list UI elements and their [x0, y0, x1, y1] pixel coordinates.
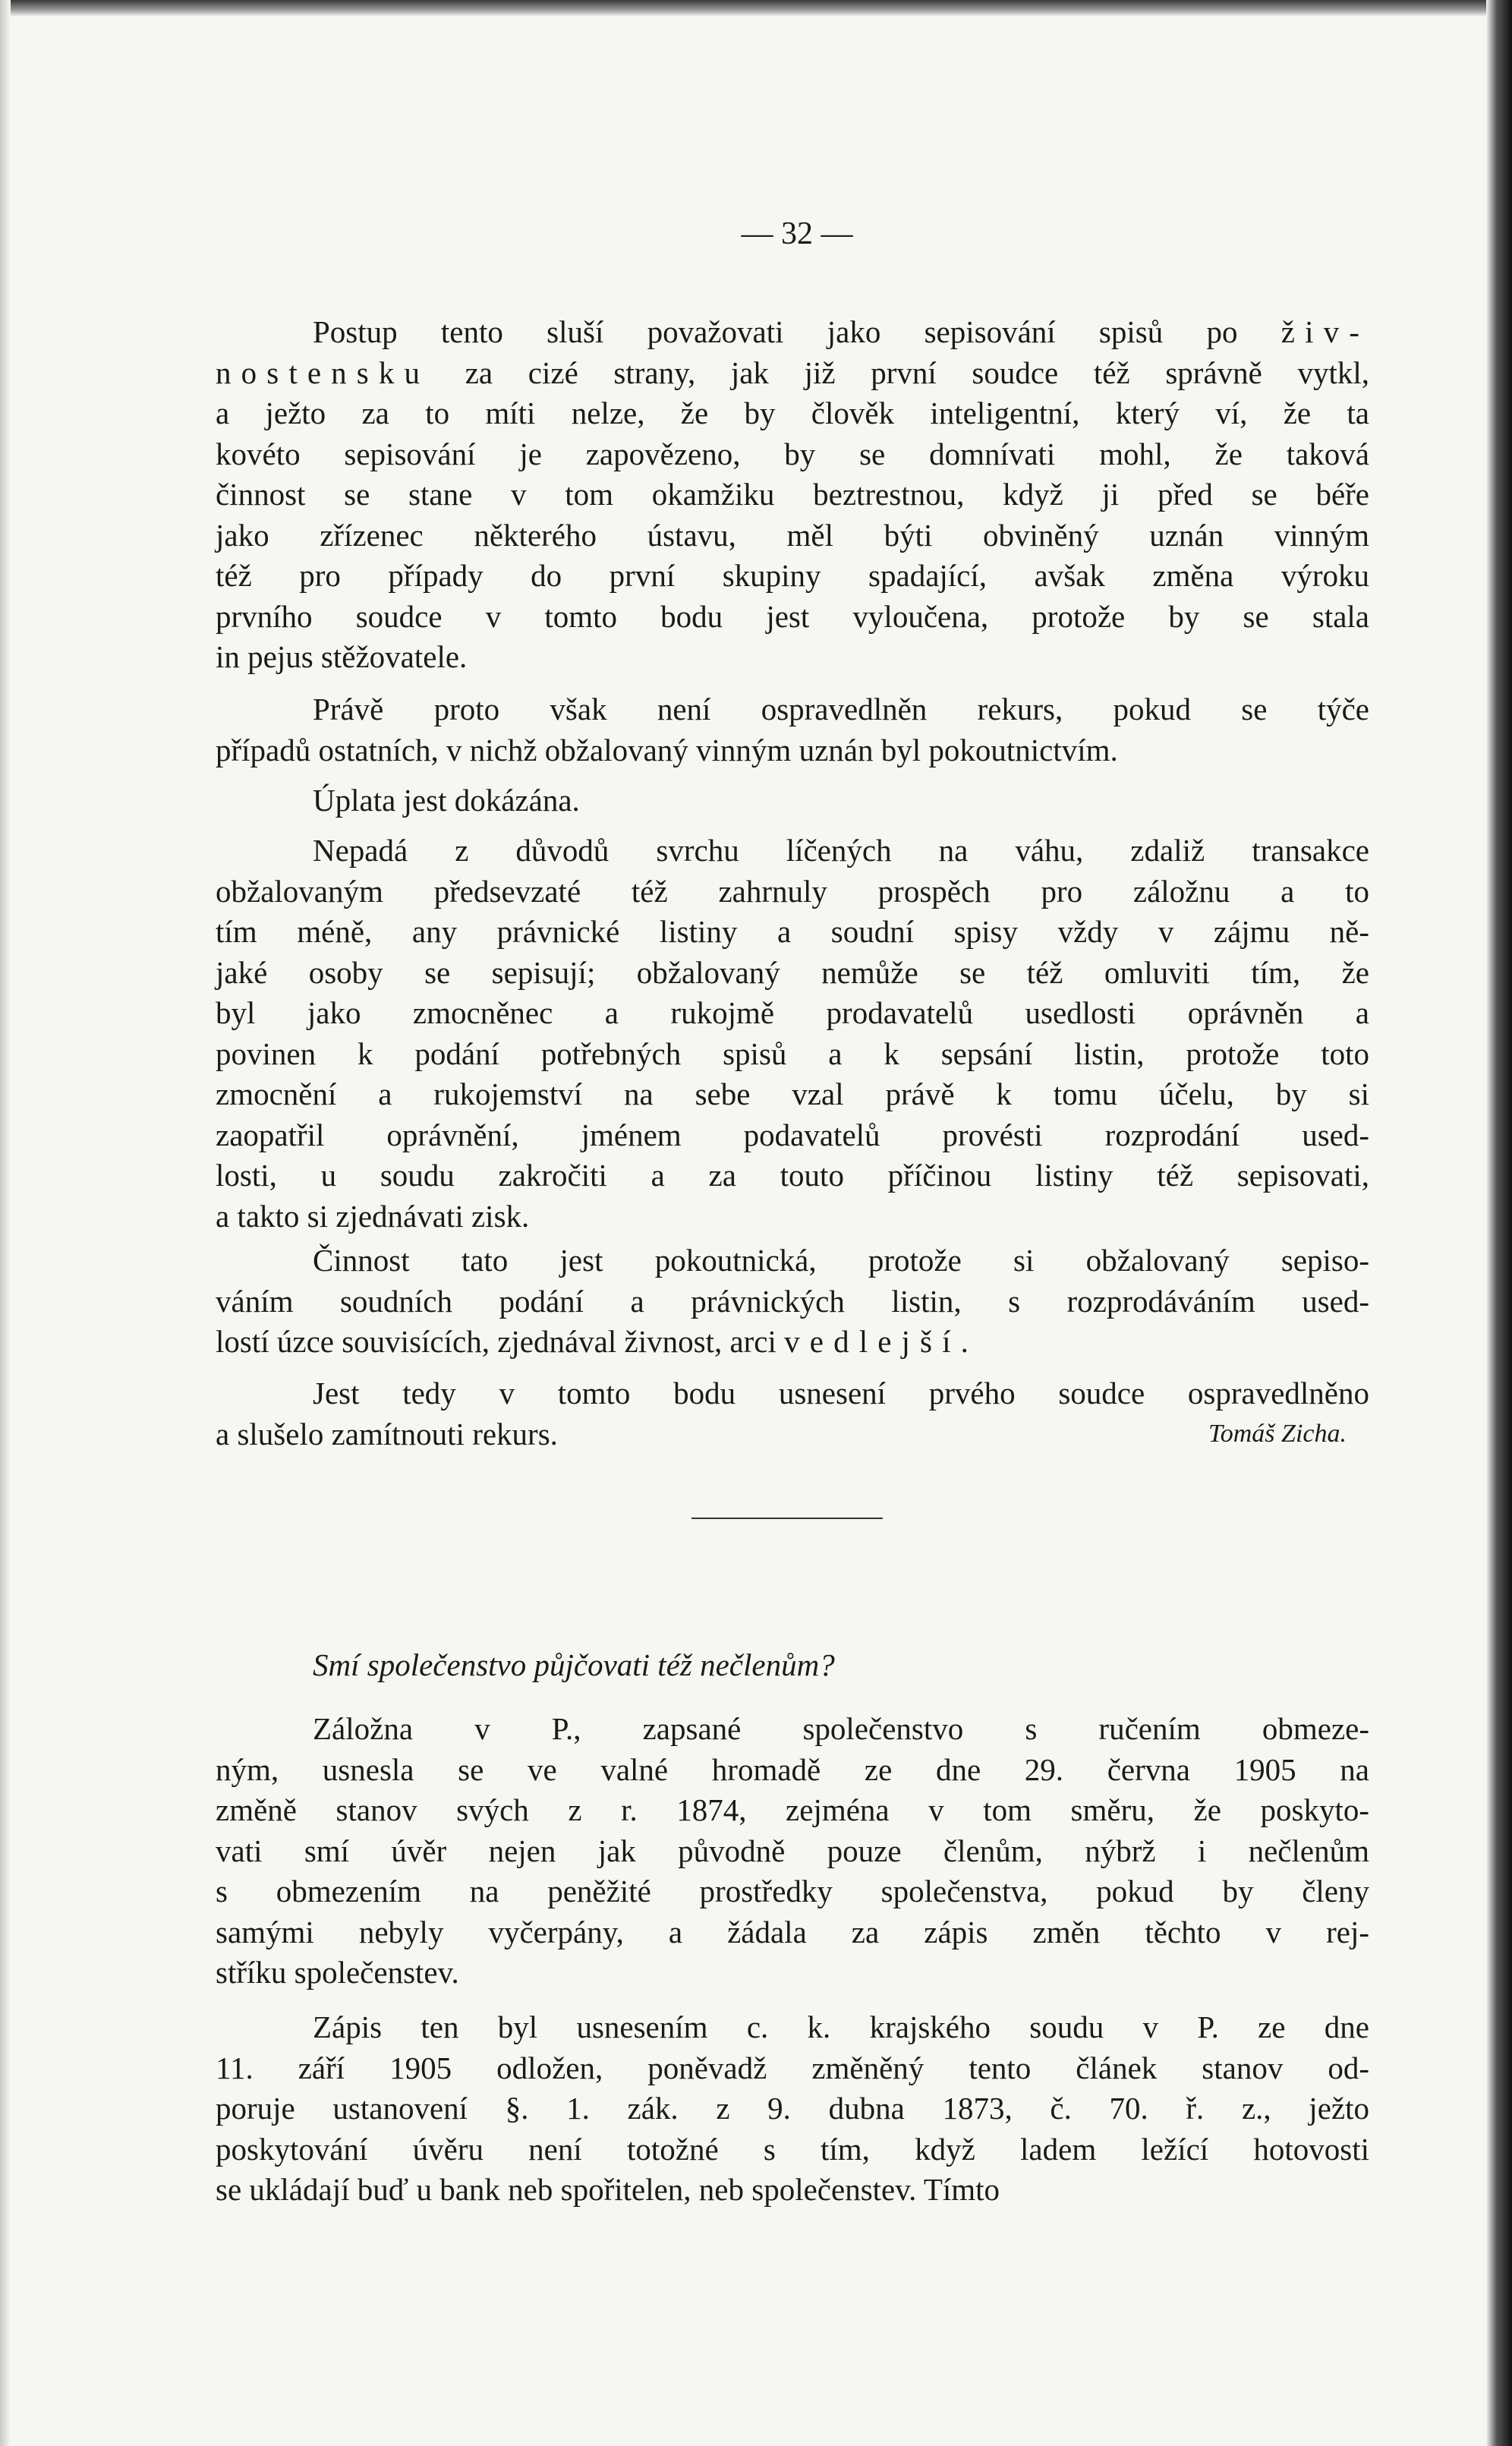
text-line — [216, 1155, 1369, 1196]
page-number: — 32 — — [741, 216, 853, 251]
text-segment: losti, u soudu zakročiti a za touto příčinou listiny též sepisovati, — [216, 1158, 1369, 1193]
section-divider — [691, 1518, 883, 1519]
paragraph — [216, 2007, 1369, 2211]
text-segment: poruje ustanovení §. 1. zák. z 9. dubna 1873, č. 70. ř. z., ježto — [216, 2091, 1369, 2126]
spaced-emphasis-text: nostensku — [216, 355, 430, 390]
text-line — [216, 1322, 1369, 1363]
text-line — [216, 1709, 1369, 1750]
text-line — [216, 637, 1369, 678]
text-segment: kovéto sepisování je zapovězeno, by se domnívati mohl, že taková — [216, 436, 1369, 471]
text-segment: váním soudních podání a právnických listin, s rozprodáváním used- — [216, 1283, 1369, 1319]
text-line — [216, 1912, 1369, 1953]
text-line — [216, 689, 1369, 730]
text-line — [216, 2129, 1369, 2170]
text-segment: a slušelo zamítnouti rekurs. — [216, 1416, 558, 1452]
text-segment: tím méně, any právnické listiny a soudní spisy vždy v zájmu ně- — [216, 914, 1369, 949]
text-segment: a ježto za to míti nelze, že by člověk inteligentní, který ví, že ta — [216, 396, 1369, 430]
text-line — [216, 1790, 1369, 1831]
text-segment: Postup tento sluší považovati jako sepisování spisů po — [313, 314, 1281, 349]
text-segment: jaké osoby se sepisují; obžalovaný nemůže se též omluviti tím, že — [216, 954, 1369, 990]
spaced-emphasis-text: vedlejší. — [784, 1324, 979, 1359]
text-segment: za cizé strany, jak již první soudce též správně vytkl, — [430, 355, 1369, 390]
text-line — [216, 1281, 1369, 1322]
text-line — [216, 780, 1369, 821]
text-line — [216, 434, 1369, 475]
text-segment: též pro případy do první skupiny spadající, avšak změna výroku — [216, 558, 1369, 593]
paragraph — [216, 312, 1369, 678]
text-segment: se ukládají buď u bank neb spořitelen, neb společenstev. Tímto — [216, 2172, 1000, 2207]
text-line — [216, 730, 1369, 771]
text-line — [216, 2007, 1369, 2048]
paragraph — [216, 780, 1369, 821]
text-segment: jako zřízenec některého ústavu, měl býti obviněný uznán vinným — [216, 517, 1369, 553]
text-line — [216, 1196, 1369, 1237]
spaced-emphasis-text: živ- — [1280, 314, 1369, 349]
text-line — [216, 2088, 1369, 2129]
text-segment: Záložna v P., zapsané společenstvo s ručením obmeze- — [313, 1711, 1369, 1746]
text-segment: lostí úzce souvisících, zjednával živnost, arci — [216, 1324, 785, 1359]
text-segment: poskytování úvěru není totožné s tím, když ladem ležící hotovosti — [216, 2131, 1369, 2167]
text-segment: zmocnění a rukojemství na sebe vzal právě k tomu účelu, by si — [216, 1076, 1369, 1111]
text-line — [216, 1240, 1369, 1281]
text-segment: Zápis ten byl usnesením c. k. krajského soudu v P. ze dne — [313, 2009, 1369, 2044]
text-segment: byl jako zmocněnec a rukojmě prodavatelů usedlosti oprávněn a — [216, 995, 1369, 1030]
text-line — [216, 353, 1369, 394]
text-segment: obžalovaným předsevzaté též zahrnuly prospěch pro záložnu a to — [216, 873, 1369, 909]
text-segment: a takto si zjednávati zisk. — [216, 1198, 530, 1234]
text-line — [216, 2048, 1369, 2089]
text-segment: samými nebyly vyčerpány, a žádala za zápis změn těchto v rej- — [216, 1914, 1369, 1950]
text-segment: změně stanov svých z r. 1874, zejména v tom směru, že poskyto- — [216, 1792, 1369, 1827]
signature: Tomáš Zicha. — [1208, 1420, 1347, 1448]
text-line — [216, 597, 1369, 638]
text-segment: prvního soudce v tomto bodu jest vyloučena, protože by se stala — [216, 598, 1369, 634]
text-line — [216, 393, 1369, 434]
scan-edge-top — [0, 0, 1512, 17]
text-line — [216, 1953, 1369, 1994]
text-line — [216, 474, 1369, 515]
text-line — [216, 872, 1369, 913]
text-segment: stříku společenstev. — [216, 1955, 459, 1990]
text-segment: s obmezením na peněžité prostředky společenstva, pokud by členy — [216, 1874, 1369, 1909]
text-line — [216, 2170, 1369, 2211]
paragraph — [216, 689, 1369, 771]
text-line — [216, 993, 1369, 1034]
text-segment: Právě proto však není ospravedlněn rekurs, pokud se týče — [313, 692, 1369, 727]
text-line — [216, 1034, 1369, 1075]
text-line — [216, 831, 1369, 872]
signature-row — [216, 1414, 1369, 1455]
text-line — [216, 1871, 1369, 1912]
text-segment: případů ostatních, v nichž obžalovaný vinným uznán byl pokoutnictvím. — [216, 732, 1118, 768]
text-segment: Úplata jest dokázána. — [313, 783, 580, 818]
paragraph — [216, 1709, 1369, 1994]
text-segment: 11. září 1905 odložen, poněvadž změněný tento článek stanov od- — [216, 2050, 1369, 2085]
text-segment: ným, usnesla se ve valné hromadě ze dne 29. června 1905 na — [216, 1751, 1369, 1787]
text-segment: povinen k podání potřebných spisů a k sepsání listin, protože toto — [216, 1035, 1369, 1071]
text-line — [216, 556, 1369, 597]
text-segment: in pejus stěžovatele. — [216, 639, 468, 674]
paragraph — [216, 831, 1369, 1237]
text-segment: Nepadá z důvodů svrchu líčených na váhu, zdaliž transakce — [313, 833, 1369, 868]
text-line — [216, 515, 1369, 556]
text-line — [216, 1373, 1369, 1414]
text-line — [216, 912, 1369, 953]
text-line — [216, 1074, 1369, 1115]
text-segment: zaopatřil oprávnění, jménem podavatelů provésti rozprodání used- — [216, 1117, 1369, 1152]
scan-edge-left — [0, 0, 11, 2446]
text-line — [216, 1115, 1369, 1156]
text-segment: Činnost tato jest pokoutnická, protože si obžalovaný sepiso- — [313, 1243, 1369, 1278]
text-line — [216, 1750, 1369, 1791]
text-segment: Jest tedy v tomto bodu usnesení prvého soudce ospravedlněno — [313, 1376, 1369, 1411]
scan-edge-right — [1486, 0, 1512, 2446]
section-heading: Smí společenstvo půjčovati též nečlenům? — [313, 1647, 835, 1682]
text-segment: vati smí úvěr nejen jak původně pouze členům, nýbrž i nečlenům — [216, 1833, 1369, 1868]
text-segment: činnost se stane v tom okamžiku beztrestnou, když ji před se béře — [216, 477, 1369, 512]
text-line — [216, 953, 1369, 994]
paragraph — [216, 1240, 1369, 1363]
text-line — [216, 1831, 1369, 1872]
text-line — [216, 312, 1369, 353]
